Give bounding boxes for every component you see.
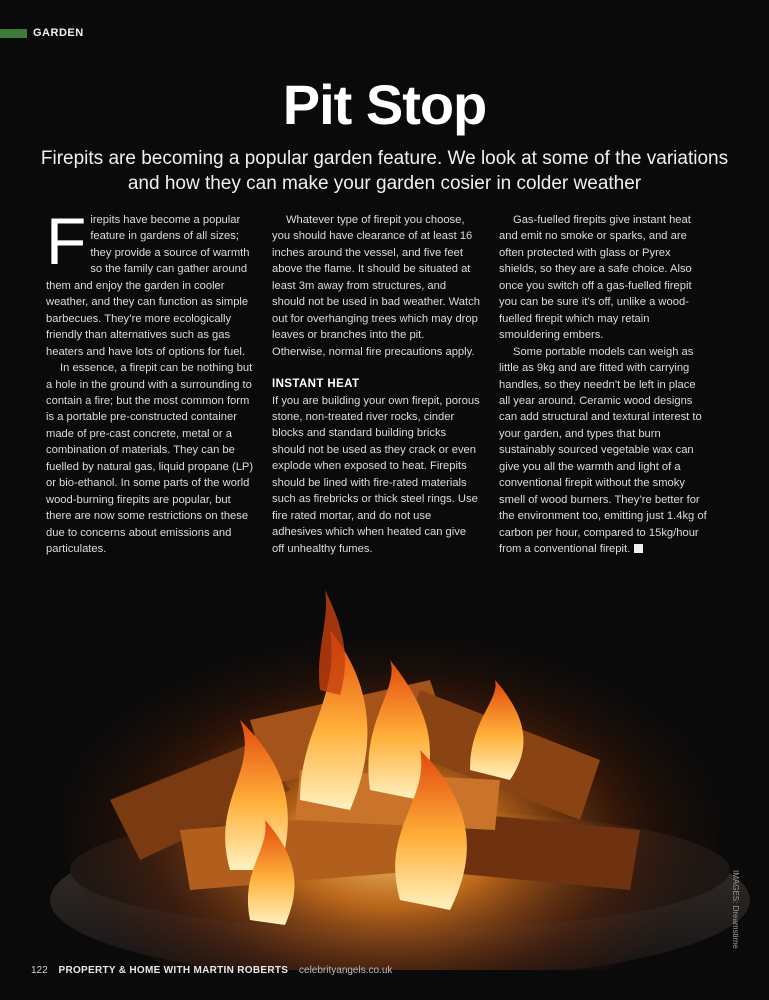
- section-label: GARDEN: [33, 27, 84, 39]
- magazine-name: PROPERTY & HOME WITH MARTIN ROBERTS: [58, 965, 289, 976]
- website-url: celebrityangels.co.uk: [299, 965, 393, 976]
- body-column-2: [272, 212, 480, 557]
- body-paragraph: Gas-fuelled firepits give instant heat and emit no smoke or sparks, and are often protected with glass or Pyrex shields, so they are a safe choice. Also once you switch off a gas-fuelled firepit you can be sure it’s off, unlike a wood-fuelled firepit which may retain smouldering embers.: [499, 214, 692, 342]
- body-paragraph: If you are building your own firepit, porous stone, non-treated river rocks, cinder blocks and standard building bricks should not be used as they crack or even explode when exposed to heat. Firepits should be lined with fire-rated materials such as firebricks or thick steel rings. Use fire rated mortar, and do not use adhesives which when heated can give off unhealthy fumes.: [272, 394, 480, 555]
- page-number: 122: [31, 965, 48, 976]
- body-paragraph: [499, 344, 707, 558]
- drop-cap: F: [46, 204, 87, 278]
- end-of-article-mark: [634, 544, 643, 553]
- article-title: Pit Stop: [282, 73, 487, 136]
- firepit-photo: [0, 570, 769, 970]
- paragraph-text: Some portable models can weigh as little as 9kg and are fitted with carrying handles, so they needn’t be left in place all year around. Ceramic wood designs can add structural and textural interest to your garden, and types that burn sustainably sourced vegetable wax can give you all the warmth and light of a conventional firepit without the smoky smell of wood burners. They’re better for the environment too, emitting just 1.4kg of carbon per hour, compared to 15kg/hour from a conventional firepit.: [499, 345, 707, 556]
- body-column-1: [46, 204, 254, 558]
- body-paragraph: [46, 204, 254, 360]
- body-column-3: [499, 212, 707, 558]
- paragraph-text: irepits have become a popular feature in gardens of all sizes; they provide a source of warmth so the family can gather around them and enjoy the garden in cooler weather, and they can function as simple barbecues. They’re more ecologically friendly than alternatives such as gas heaters and have lots of options for fuel.: [46, 214, 250, 358]
- subheading: INSTANT HEAT: [272, 378, 360, 391]
- body-paragraph: Whatever type of firepit you choose, you should have clearance of at least 16 inches around the vessel, and five feet above the flame. It should be situated at least 3m away from structures, and should not be used in bad weather. Watch out for overhanging trees which may drop leaves or branches into the pit. Otherwise, normal fire precautions apply.: [272, 214, 480, 358]
- article-standfirst: Firepits are becoming a popular garden feature. We look at some of the variations and how they can make your garden cosier in colder weather: [40, 148, 729, 194]
- image-credit: IMAGES: Dreamstime: [731, 870, 740, 949]
- page-footer: [31, 965, 392, 976]
- section-accent-bar: [0, 29, 27, 38]
- body-paragraph: In essence, a firepit can be nothing but a hole in the ground with a surrounding to contain a fire; but the most common form is a portable pre-constructed container made of pre-cast concrete, metal or a combination of materials. They can be fuelled by natural gas, liquid propane (LP) or bio-ethanol. In some parts of the world wood-burning firepits are popular, but there are now some restrictions on these due to concerns about emissions and particulates.: [46, 362, 254, 556]
